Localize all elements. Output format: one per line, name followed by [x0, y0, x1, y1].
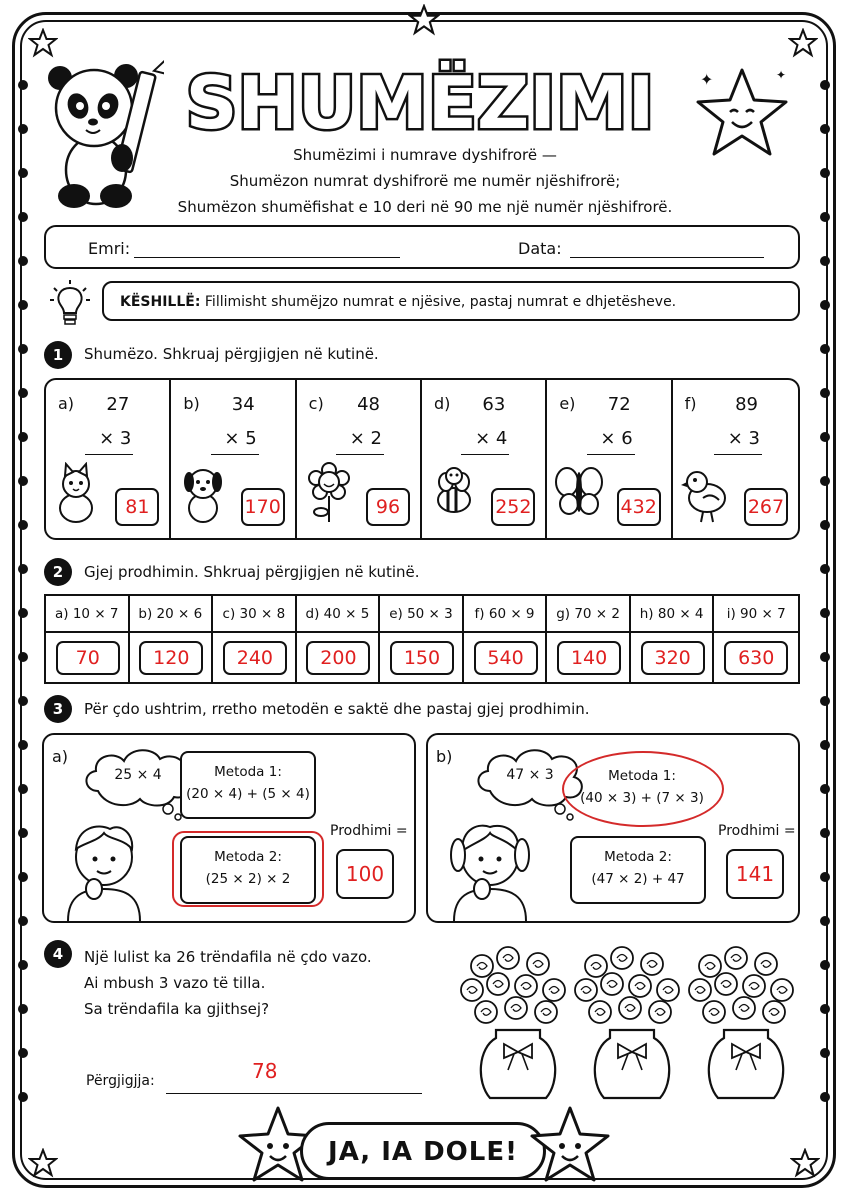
border-dot	[820, 1004, 830, 1014]
subtitle-line: Shumëzimi i numrave dyshifrorë —	[293, 146, 557, 164]
method-1-box[interactable]	[574, 755, 710, 823]
item-letter: d)	[434, 394, 451, 413]
product-label: Prodhimi =	[718, 823, 796, 839]
border-dot	[820, 740, 830, 750]
border-dot	[820, 872, 830, 882]
border-dot	[820, 564, 830, 574]
multiplicand: 63	[482, 394, 506, 415]
sum-line	[714, 454, 762, 455]
rose-vase-icon	[460, 946, 576, 1106]
method-title: Metoda 1:	[608, 768, 676, 784]
answer-box[interactable]: 200	[306, 641, 370, 675]
item-expression: c) 30 × 8	[213, 596, 295, 633]
exercise-1-grid	[44, 378, 800, 540]
border-dot	[18, 300, 28, 310]
footer-banner	[300, 1122, 546, 1180]
exercise-2-item	[714, 596, 798, 682]
exercise-1-item	[297, 380, 422, 538]
border-dot	[18, 520, 28, 530]
star-icon	[28, 1148, 58, 1178]
border-dot	[18, 564, 28, 574]
item-expression: e) 50 × 3	[380, 596, 462, 633]
date-label: Data:	[518, 239, 562, 258]
border-dot	[820, 1092, 830, 1102]
star-icon	[788, 28, 818, 58]
answer-box[interactable]: 70	[56, 641, 120, 675]
border-dot	[18, 256, 28, 266]
item-letter: f)	[684, 394, 697, 413]
part-letter: b)	[436, 747, 453, 766]
border-dot	[18, 696, 28, 706]
item-letter: e)	[559, 394, 576, 413]
subtitle-line: Shumëzon numrat dyshifrorë me numër njëshifrorë;	[229, 172, 621, 190]
exercise-3b-box	[426, 733, 800, 923]
multiplicand: 72	[607, 394, 631, 415]
lightbulb-icon	[50, 280, 90, 328]
exercise-2-grid	[44, 594, 800, 684]
multiplier: × 4	[475, 428, 508, 449]
method-2-box[interactable]	[570, 836, 706, 904]
border-dot	[18, 1048, 28, 1058]
item-expression: h) 80 × 4	[631, 596, 713, 633]
exercise-1-instruction: Shumëzo. Shkruaj përgjigjen në kutinë.	[84, 345, 379, 363]
method-expression: (25 × 2) × 2	[205, 871, 291, 887]
answer-field[interactable]	[166, 1093, 422, 1094]
exercise-2-item	[297, 596, 381, 682]
answer-box[interactable]: 432	[617, 488, 661, 526]
border-dot	[18, 652, 28, 662]
exercise-2-item	[631, 596, 715, 682]
bee-icon	[430, 462, 478, 526]
exercise-3-number: 3	[44, 695, 72, 723]
tip-text: Fillimisht shumëjzo numrat e njësive, pastaj numrat e dhjetësheve.	[204, 294, 677, 310]
exercise-2-item	[130, 596, 214, 682]
border-dot	[820, 1048, 830, 1058]
exercise-2-item	[464, 596, 548, 682]
product-label: Prodhimi =	[330, 823, 408, 839]
border-dot	[18, 476, 28, 486]
tip-key: KËSHILLË:	[120, 294, 201, 310]
item-letter: a)	[58, 394, 75, 413]
tip-box	[102, 281, 800, 321]
exercise-2-item	[547, 596, 631, 682]
word-problem-line: Sa trëndafila ka gjithsej?	[84, 1000, 270, 1018]
answer-box[interactable]: 96	[366, 488, 410, 526]
exercise-1-item	[673, 380, 798, 538]
rose-vase-icon	[688, 946, 804, 1106]
star-icon	[790, 1148, 820, 1178]
multiplicand: 48	[357, 394, 380, 415]
multiplier: × 3	[727, 428, 760, 449]
item-letter: c)	[308, 394, 324, 413]
border-dot	[820, 828, 830, 838]
method-expression: (47 × 2) + 47	[591, 871, 685, 887]
word-problem	[84, 944, 372, 1022]
border-dot	[820, 344, 830, 354]
border-dot	[820, 80, 830, 90]
exercise-2-item	[213, 596, 297, 682]
border-dot	[18, 212, 28, 222]
flower-icon	[305, 462, 353, 526]
exercise-4-number: 4	[44, 940, 72, 968]
sparkle-icon: ✦	[776, 68, 787, 82]
exercise-3a-box	[42, 733, 416, 923]
border-dot	[18, 784, 28, 794]
sum-line	[336, 454, 384, 455]
answer-box[interactable]: 252	[491, 488, 535, 526]
method-1-box[interactable]	[180, 751, 316, 819]
sum-line	[461, 454, 509, 455]
page-title	[180, 46, 660, 146]
multiplier: × 2	[349, 428, 382, 449]
border-dot	[18, 432, 28, 442]
exercise-1-item	[422, 380, 547, 538]
girl-thinking-icon	[450, 809, 530, 921]
multiplier: × 3	[99, 428, 132, 449]
exercise-1-item	[547, 380, 672, 538]
exercise-2-number: 2	[44, 558, 72, 586]
border-dot	[18, 608, 28, 618]
border-dot	[820, 784, 830, 794]
border-dot	[18, 960, 28, 970]
sum-line	[211, 454, 259, 455]
multiplicand: 34	[231, 394, 255, 415]
method-2-box[interactable]	[180, 836, 316, 904]
sparkle-icon: ✦	[700, 70, 714, 89]
bird-icon	[681, 462, 729, 526]
smiling-star-icon	[528, 1104, 612, 1184]
title-text: SHUMËZIMI	[185, 61, 655, 145]
method-title: Metoda 2:	[214, 849, 282, 865]
cat-icon	[54, 462, 102, 526]
item-expression: i) 90 × 7	[714, 596, 798, 633]
border-dot	[18, 388, 28, 398]
method-title: Metoda 2:	[604, 849, 672, 865]
border-dot	[820, 520, 830, 530]
name-field[interactable]	[134, 257, 400, 258]
border-dot	[820, 960, 830, 970]
answer-box[interactable]: 120	[139, 641, 203, 675]
star-icon	[408, 4, 440, 36]
border-dot	[820, 652, 830, 662]
answer-value: 78	[252, 1059, 278, 1083]
multiplier: × 5	[224, 428, 257, 449]
name-label: Emri:	[88, 239, 131, 258]
answer-box[interactable]: 170	[241, 488, 285, 526]
border-dot	[820, 168, 830, 178]
multiplicand: 27	[106, 394, 130, 415]
word-problem-line: Një lulist ka 26 trëndafila në çdo vazo.	[84, 948, 372, 966]
answer-box[interactable]: 267	[744, 488, 788, 526]
date-field[interactable]	[570, 257, 764, 258]
problem-text: 47 × 3	[506, 767, 554, 783]
border-dot	[18, 740, 28, 750]
method-title: Metoda 1:	[214, 764, 282, 780]
border-dot	[820, 696, 830, 706]
method-expression: (40 × 3) + (7 × 3)	[580, 790, 704, 806]
border-dot	[820, 256, 830, 266]
rose-vase-icon	[574, 946, 690, 1106]
exercise-2-item	[46, 596, 130, 682]
boy-thinking-icon	[64, 809, 144, 921]
item-expression: a) 10 × 7	[46, 596, 128, 633]
product-answer-box[interactable]: 100	[336, 849, 394, 899]
method-expression: (20 × 4) + (5 × 4)	[186, 786, 310, 802]
answer-box[interactable]: 540	[474, 641, 538, 675]
name-date-box	[44, 225, 800, 269]
item-expression: g) 70 × 2	[547, 596, 629, 633]
border-dot	[18, 168, 28, 178]
border-dot	[18, 828, 28, 838]
exercise-1-number: 1	[44, 341, 72, 369]
butterfly-icon	[555, 462, 603, 526]
subtitle-line: Shumëzon shumëfishat e 10 deri në 90 me një numër njëshifrorë.	[177, 198, 673, 216]
border-dot	[820, 388, 830, 398]
border-dot	[18, 872, 28, 882]
border-dot	[18, 344, 28, 354]
exercise-1-item	[171, 380, 296, 538]
item-expression: f) 60 × 9	[464, 596, 546, 633]
answer-box[interactable]: 150	[390, 641, 454, 675]
subtitle	[140, 142, 710, 220]
exercise-2-item	[380, 596, 464, 682]
answer-box[interactable]: 81	[115, 488, 159, 526]
multiplicand: 89	[735, 394, 758, 415]
multiplier: × 6	[600, 428, 633, 449]
item-expression: d) 40 × 5	[297, 596, 379, 633]
border-dot	[820, 432, 830, 442]
sum-line	[85, 454, 133, 455]
border-dot	[18, 1004, 28, 1014]
answer-box[interactable]: 140	[557, 641, 621, 675]
border-dot	[820, 212, 830, 222]
footer-banner-text: JA, IA DOLE!	[328, 1137, 518, 1167]
exercise-2-instruction: Gjej prodhimin. Shkruaj përgjigjen në kutinë.	[84, 563, 420, 581]
word-problem-line: Ai mbush 3 vazo të tilla.	[84, 974, 266, 992]
sum-line	[587, 454, 635, 455]
item-letter: b)	[183, 394, 200, 413]
puppy-icon	[179, 462, 227, 526]
answer-box[interactable]: 240	[223, 641, 287, 675]
product-answer-box[interactable]: 141	[726, 849, 784, 899]
border-dot	[820, 608, 830, 618]
answer-label: Përgjigjja:	[86, 1073, 155, 1089]
border-dot	[18, 124, 28, 134]
border-dot	[18, 916, 28, 926]
border-dot	[820, 916, 830, 926]
border-dot	[820, 300, 830, 310]
answer-box[interactable]: 320	[641, 641, 705, 675]
problem-text: 25 × 4	[114, 767, 162, 783]
exercise-3-instruction: Për çdo ushtrim, rretho metodën e saktë dhe pastaj gjej prodhimin.	[84, 700, 590, 718]
exercise-1-item	[46, 380, 171, 538]
answer-box[interactable]: 630	[724, 641, 788, 675]
border-dot	[18, 80, 28, 90]
item-expression: b) 20 × 6	[130, 596, 212, 633]
border-dot	[18, 1092, 28, 1102]
border-dot	[820, 124, 830, 134]
border-dot	[820, 476, 830, 486]
part-letter: a)	[52, 747, 69, 766]
